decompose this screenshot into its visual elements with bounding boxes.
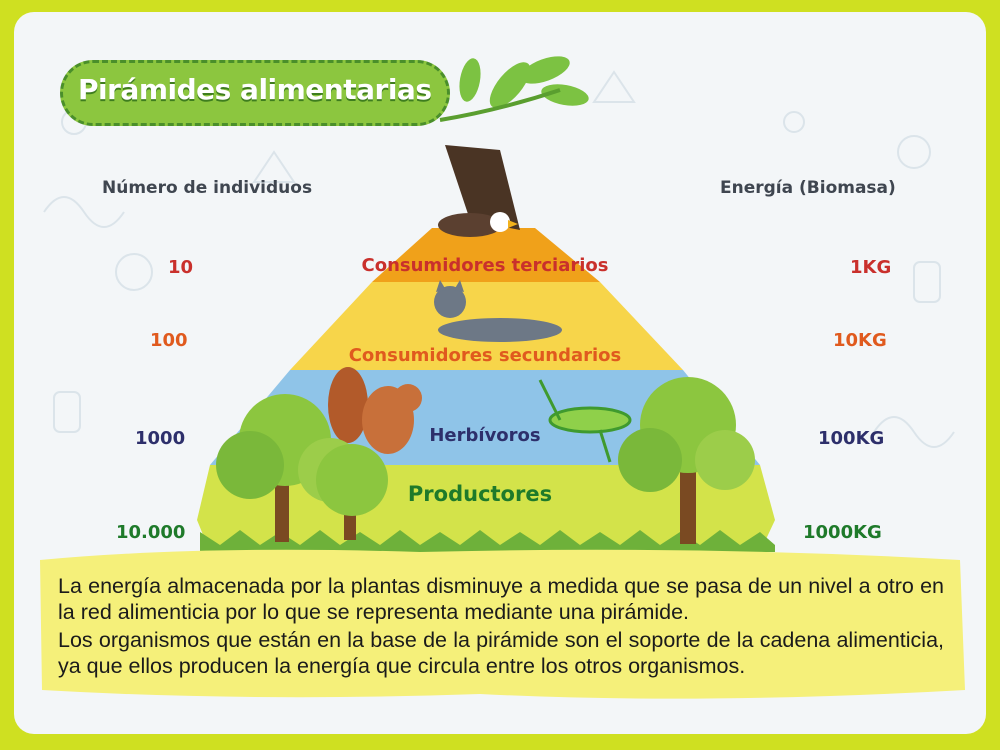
description-paragraph-1: La energía almacenada por la plantas disminuye a medida que se pasa de un nivel a otro en la red alimenticia por lo que se representa mediante una pirámide. — [58, 574, 944, 624]
level-label-producers: Productores — [407, 482, 553, 506]
level-label-tertiary: Consumidores terciarios — [361, 255, 609, 276]
page-title: Pirámides alimentarias — [78, 73, 432, 106]
description-paragraph-2: Los organismos que están en la base de la pirámide son el soporte de la cadena alimenticia, ya que ellos producen la energía que circula entre los otros organismos. — [58, 628, 944, 678]
energy-producers: 1000KG — [803, 522, 882, 543]
individuals-header: Número de individuos — [102, 178, 313, 198]
individuals-tertiary: 10 — [168, 257, 194, 278]
level-label-secondary: Consumidores secundarios — [348, 345, 622, 366]
energy-secondary: 10KG — [833, 330, 887, 351]
energy-header: Energía (Biomasa) — [720, 178, 896, 198]
individuals-producers: 10.000 — [116, 522, 186, 543]
energy-tertiary: 1KG — [850, 257, 892, 278]
individuals-herbivores: 1000 — [135, 428, 186, 449]
level-label-herbivores: Herbívoros — [429, 425, 541, 446]
individuals-secondary: 100 — [150, 330, 188, 351]
energy-herbivores: 100KG — [818, 428, 885, 449]
